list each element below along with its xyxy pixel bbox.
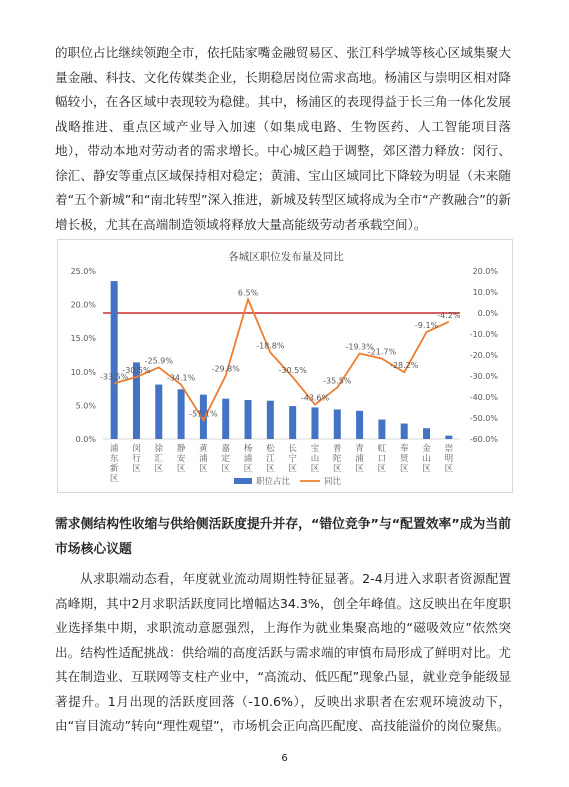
data-label: -51.1%: [189, 409, 218, 419]
category-label: 杨浦区: [243, 444, 253, 474]
category-label: 普陀区: [333, 444, 342, 474]
intro-paragraph-text: 的职位占比继续领跑全市，依托陆家嘴金融贸易区、张江科学城等核心区域集聚大量金融、科技、文化传媒类企业，长期稳居岗位需求高地。杨浦区与崇明区相对降幅较小，在各区域中表现较为稳健。其中，杨浦区的表现得益于长三角一体化发展战略推进、重点区域产业导入加速（如集成电路、生物医药、人工智能项目落地），带动本地对劳动者的需求增长。中心城区趋于调整，郊区潜力释放：闵行、徐汇、静安等重点区域保持相对稳定；黄浦、宝山区域同比下降较为明显（未来随着“五个新城”和“南北转型”深入推进，新城及转型区域将成为全市“产教融合”的新增长极，尤其在高端制造领域将释放大量高能级劳动者承载空间）。: [55, 45, 511, 232]
left-axis-tick: 25.0%: [70, 267, 96, 276]
left-axis-tick: 0.0%: [75, 435, 96, 444]
chart-title: 各城区职位发布量及同比: [228, 251, 344, 263]
bar-崇明区: [445, 436, 452, 439]
intro-paragraph: [55, 41, 511, 237]
category-label: 闵行区: [132, 444, 141, 474]
bar-松江区: [267, 401, 274, 439]
bar-静安区: [178, 389, 185, 439]
left-axis-tick: 10.0%: [70, 367, 96, 377]
bar-奉贤区: [401, 424, 408, 439]
bar-浦东新区: [111, 281, 118, 439]
legend-line-label: 同比: [324, 477, 342, 487]
chart-svg: [58, 240, 514, 494]
bar-金山区: [423, 428, 430, 439]
bar-徐汇区: [155, 385, 162, 439]
right-axis-tick: 20.0%: [472, 267, 498, 276]
data-label: -9.1%: [414, 321, 439, 331]
category-label: 长宁区: [288, 444, 297, 474]
left-axis-tick: 5.0%: [75, 401, 96, 411]
body-paragraph-text: 从求职端动态看，年度就业流动周期性特征显著。2-4月进入求职者资源配置高峰期，其中2月求职活跃度同比增幅达34.3%，创全年峰值。这反映出在年度职业选择集中期，求职流动意愿强烈，上海作为就业集聚高地的“磁吸效应”依然突出。结构性适配挑战：供给端的高度活跃与需求端的审慎布局形成了鲜明对比。尤其在制造业、互联网等支柱产业中，“高流动、低匹配”现象凸显，就业竞争能级显著提升。1月出现的活跃度回落（-10.6%），反映出求职者在宏观环境波动下，由“盲目流动”转向“理性观望”，市场机会正向高匹配度、高技能溢价的岗位聚焦。: [55, 571, 511, 733]
data-label: -34.1%: [166, 373, 196, 383]
data-label: -19.3%: [345, 342, 374, 352]
data-label: -43.6%: [300, 393, 330, 403]
right-axis-tick: -10.0%: [469, 330, 498, 339]
category-label: 徐汇区: [154, 444, 164, 474]
left-axis-tick: 15.0%: [70, 334, 96, 344]
bar-虹口区: [378, 420, 385, 439]
category-label: 虹口区: [377, 444, 387, 474]
bar-嘉定区: [222, 399, 229, 439]
data-label: -30.5%: [278, 366, 307, 376]
right-axis-tick: -30.0%: [469, 372, 498, 381]
page-number: 6: [281, 753, 288, 764]
category-label: 静安区: [176, 444, 186, 474]
data-label: -28.2%: [390, 361, 419, 371]
category-label: 奉贤区: [399, 444, 409, 474]
category-label: 金山区: [422, 444, 431, 474]
category-label: 嘉定区: [221, 444, 230, 474]
category-label: 青浦区: [355, 444, 364, 474]
right-axis-tick: -60.0%: [469, 435, 498, 444]
bar-杨浦区: [245, 400, 252, 439]
category-label: 黄浦区: [199, 444, 208, 474]
data-label: -29.8%: [211, 364, 240, 374]
data-label: 6.5%: [237, 288, 259, 298]
category-label: 宝山区: [310, 444, 320, 474]
bar-青浦区: [356, 411, 363, 439]
data-label: -33.5%: [100, 372, 129, 382]
section-heading: 需求侧结构性收缩与供给侧活跃度提升并存，“错位竞争”与“配置效率”成为当前市场核心议题: [55, 517, 511, 557]
bar-宝山区: [311, 407, 318, 439]
bar-普陀区: [334, 409, 341, 439]
body-paragraph: [55, 567, 511, 739]
district-jobs-chart: [57, 239, 513, 493]
bar-长宁区: [289, 406, 296, 439]
data-label: -18.8%: [256, 341, 285, 351]
data-label: -21.7%: [367, 347, 397, 357]
right-axis-tick: -20.0%: [469, 351, 498, 360]
right-axis-tick: -50.0%: [469, 414, 498, 423]
legend-bar-label: 职位占比: [256, 477, 291, 487]
right-axis-tick: 10.0%: [472, 288, 498, 297]
left-axis-tick: 20.0%: [70, 300, 96, 310]
data-label: -25.9%: [144, 356, 173, 366]
category-label: 浦东新区: [109, 444, 119, 484]
right-axis-tick: 0.0%: [477, 309, 498, 318]
data-label: -35.5%: [323, 376, 352, 386]
right-axis-tick: -40.0%: [469, 393, 498, 402]
category-label: 崇明区: [444, 444, 454, 474]
category-label: 松江区: [266, 444, 275, 474]
data-label: -4.2%: [437, 310, 461, 320]
data-label: -30.5%: [122, 366, 151, 376]
legend-bar-swatch: [234, 478, 252, 484]
